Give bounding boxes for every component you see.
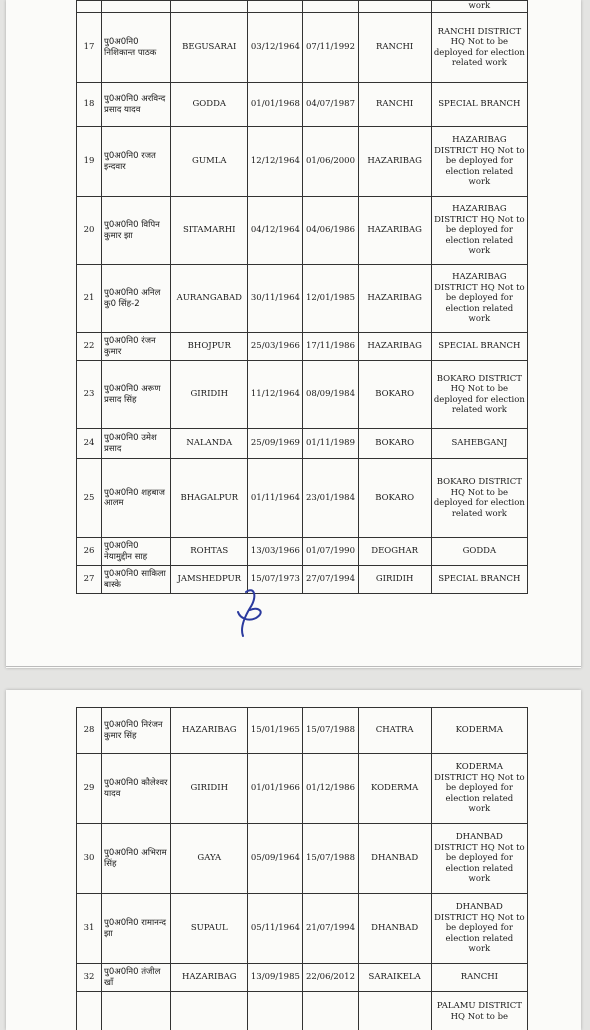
date-of-birth <box>248 992 303 1030</box>
current-posting: BOKARO <box>358 361 431 429</box>
date-of-joining: 17/11/1986 <box>303 333 358 361</box>
current-posting: HAZARIBAG <box>358 127 431 197</box>
table-row <box>77 83 528 127</box>
serial-number: 18 <box>77 83 102 127</box>
current-posting: DHANBAD <box>358 894 431 964</box>
serial-number: 19 <box>77 127 102 197</box>
officer-name: पु0अ0नि0 साकिला बास्के <box>102 566 171 594</box>
current-posting: RANCHI <box>358 83 431 127</box>
date-of-joining: 04/07/1987 <box>303 83 358 127</box>
home-district: NALANDA <box>171 429 248 459</box>
home-district: GAYA <box>171 824 248 894</box>
date-of-birth: 01/01/1968 <box>248 83 303 127</box>
new-posting: HAZARIBAG DISTRICT HQ Not to be deployed for election related work <box>431 127 527 197</box>
home-district: BHAGALPUR <box>171 459 248 538</box>
current-posting: GIRIDIH <box>358 566 431 594</box>
home-district: JAMSHEDPUR <box>171 566 248 594</box>
home-district: AURANGABAD <box>171 265 248 333</box>
date-of-joining: 04/06/1986 <box>303 197 358 265</box>
date-of-birth: 05/09/1964 <box>248 824 303 894</box>
new-posting: DHANBAD DISTRICT HQ Not to be deployed for election related work <box>431 824 527 894</box>
new-posting: HAZARIBAG DISTRICT HQ Not to be deployed for election related work <box>431 197 527 265</box>
date-of-joining: 07/11/1992 <box>303 13 358 83</box>
new-posting: work <box>431 1 527 13</box>
current-posting: DHANBAD <box>358 824 431 894</box>
table-row <box>77 333 528 361</box>
home-district <box>171 1 248 13</box>
table-row <box>77 538 528 566</box>
home-district: BHOJPUR <box>171 333 248 361</box>
serial-number: 30 <box>77 824 102 894</box>
current-posting <box>358 1 431 13</box>
current-posting: CHATRA <box>358 708 431 754</box>
current-posting <box>358 992 431 1030</box>
current-posting: HAZARIBAG <box>358 333 431 361</box>
new-posting: RANCHI DISTRICT HQ Not to be deployed for election related work <box>431 13 527 83</box>
new-posting: SPECIAL BRANCH <box>431 333 527 361</box>
new-posting: KODERMA DISTRICT HQ Not to be deployed for election related work <box>431 754 527 824</box>
table-row <box>77 265 528 333</box>
date-of-joining: 12/01/1985 <box>303 265 358 333</box>
table-row <box>77 361 528 429</box>
serial-number: 23 <box>77 361 102 429</box>
date-of-joining: 01/11/1989 <box>303 429 358 459</box>
table-row <box>77 754 528 824</box>
new-posting: RANCHI <box>431 964 527 992</box>
table-row <box>77 197 528 265</box>
home-district: SUPAUL <box>171 894 248 964</box>
date-of-birth: 15/01/1965 <box>248 708 303 754</box>
date-of-joining <box>303 992 358 1030</box>
current-posting: KODERMA <box>358 754 431 824</box>
new-posting: PALAMU DISTRICT HQ Not to be <box>431 992 527 1030</box>
date-of-joining: 27/07/1994 <box>303 566 358 594</box>
date-of-birth <box>248 1 303 13</box>
serial-number: 32 <box>77 964 102 992</box>
date-of-joining: 22/06/2012 <box>303 964 358 992</box>
date-of-joining <box>303 1 358 13</box>
home-district: GUMLA <box>171 127 248 197</box>
current-posting: BOKARO <box>358 429 431 459</box>
officer-name <box>102 1 171 13</box>
officer-name <box>102 992 171 1030</box>
date-of-birth: 30/11/1964 <box>248 265 303 333</box>
table-row <box>77 459 528 538</box>
current-posting: HAZARIBAG <box>358 197 431 265</box>
officer-name: पु0अ0नि0 निशिकान्त पाठक <box>102 13 171 83</box>
table-row <box>77 824 528 894</box>
date-of-birth: 11/12/1964 <box>248 361 303 429</box>
officer-name: पु0अ0नि0 विपिन कुमार झा <box>102 197 171 265</box>
current-posting: SARAIKELA <box>358 964 431 992</box>
current-posting: HAZARIBAG <box>358 265 431 333</box>
table-row <box>77 708 528 754</box>
new-posting: DHANBAD DISTRICT HQ Not to be deployed for election related work <box>431 894 527 964</box>
serial-number: 22 <box>77 333 102 361</box>
officer-table-page-1 <box>76 0 528 594</box>
date-of-joining: 21/07/1994 <box>303 894 358 964</box>
officer-name: पु0अ0नि0 अरविन्द प्रसाद यादव <box>102 83 171 127</box>
new-posting: HAZARIBAG DISTRICT HQ Not to be deployed for election related work <box>431 265 527 333</box>
officer-name: पु0अ0नि0 रामानन्द झा <box>102 894 171 964</box>
serial-number: 28 <box>77 708 102 754</box>
officer-name: पु0अ0नि0 शहबाज आलम <box>102 459 171 538</box>
serial-number: 21 <box>77 265 102 333</box>
home-district: GODDA <box>171 83 248 127</box>
date-of-birth: 25/03/1966 <box>248 333 303 361</box>
new-posting: BOKARO DISTRICT HQ Not to be deployed for election related work <box>431 459 527 538</box>
home-district: SITAMARHI <box>171 197 248 265</box>
home-district: GIRIDIH <box>171 361 248 429</box>
date-of-joining: 01/07/1990 <box>303 538 358 566</box>
table-row <box>77 964 528 992</box>
date-of-birth: 05/11/1964 <box>248 894 303 964</box>
current-posting: BOKARO <box>358 459 431 538</box>
table-row <box>77 992 528 1030</box>
date-of-joining: 01/06/2000 <box>303 127 358 197</box>
new-posting: BOKARO DISTRICT HQ Not to be deployed for election related work <box>431 361 527 429</box>
officer-name: पु0अ0नि0 तंजील खाँ <box>102 964 171 992</box>
home-district: HAZARIBAG <box>171 708 248 754</box>
serial-number: 26 <box>77 538 102 566</box>
officer-name: पु0अ0नि0 अभिराम सिंह <box>102 824 171 894</box>
table-row <box>77 429 528 459</box>
serial-number <box>77 992 102 1030</box>
date-of-birth: 13/03/1966 <box>248 538 303 566</box>
document-page-1 <box>6 0 581 668</box>
home-district: BEGUSARAI <box>171 13 248 83</box>
page-edge <box>6 666 581 667</box>
serial-number: 17 <box>77 13 102 83</box>
new-posting: SAHEBGANJ <box>431 429 527 459</box>
officer-table-page-2 <box>76 707 528 1030</box>
document-page-2 <box>6 690 581 1030</box>
new-posting: KODERMA <box>431 708 527 754</box>
date-of-joining: 15/07/1988 <box>303 824 358 894</box>
table-row <box>77 127 528 197</box>
serial-number: 27 <box>77 566 102 594</box>
serial-number: 29 <box>77 754 102 824</box>
serial-number: 31 <box>77 894 102 964</box>
officer-name: पु0अ0नि0 अरूण प्रसाद सिंह <box>102 361 171 429</box>
home-district: GIRIDIH <box>171 754 248 824</box>
home-district: ROHTAS <box>171 538 248 566</box>
table-row <box>77 1 528 13</box>
date-of-birth: 13/09/1985 <box>248 964 303 992</box>
officer-name: पु0अ0नि0 रजत इन्दवार <box>102 127 171 197</box>
officer-name: पु0अ0नि0 नेयामुद्दीन साह <box>102 538 171 566</box>
date-of-birth: 01/01/1966 <box>248 754 303 824</box>
officer-name: पु0अ0नि0 अनिल कु0 सिंह-2 <box>102 265 171 333</box>
officer-name: पु0अ0नि0 कौलेश्वर यादव <box>102 754 171 824</box>
officer-name: पु0अ0नि0 निरंजन कुमार सिंह <box>102 708 171 754</box>
home-district: HAZARIBAG <box>171 964 248 992</box>
date-of-birth: 04/12/1964 <box>248 197 303 265</box>
date-of-joining: 23/01/1984 <box>303 459 358 538</box>
officer-name: पु0अ0नि0 रंजन कुमार <box>102 333 171 361</box>
serial-number: 24 <box>77 429 102 459</box>
current-posting: RANCHI <box>358 13 431 83</box>
serial-number: 20 <box>77 197 102 265</box>
home-district <box>171 992 248 1030</box>
new-posting: SPECIAL BRANCH <box>431 566 527 594</box>
date-of-birth: 03/12/1964 <box>248 13 303 83</box>
date-of-birth: 01/11/1964 <box>248 459 303 538</box>
officer-name: पु0अ0नि0 उमेश प्रसाद <box>102 429 171 459</box>
current-posting: DEOGHAR <box>358 538 431 566</box>
table-row <box>77 566 528 594</box>
date-of-birth: 12/12/1964 <box>248 127 303 197</box>
table-row <box>77 13 528 83</box>
date-of-joining: 08/09/1984 <box>303 361 358 429</box>
date-of-birth: 15/07/1973 <box>248 566 303 594</box>
table-row <box>77 894 528 964</box>
new-posting: GODDA <box>431 538 527 566</box>
serial-number: 25 <box>77 459 102 538</box>
new-posting: SPECIAL BRANCH <box>431 83 527 127</box>
serial-number <box>77 1 102 13</box>
date-of-birth: 25/09/1969 <box>248 429 303 459</box>
signature <box>234 586 268 640</box>
date-of-joining: 01/12/1986 <box>303 754 358 824</box>
date-of-joining: 15/07/1988 <box>303 708 358 754</box>
